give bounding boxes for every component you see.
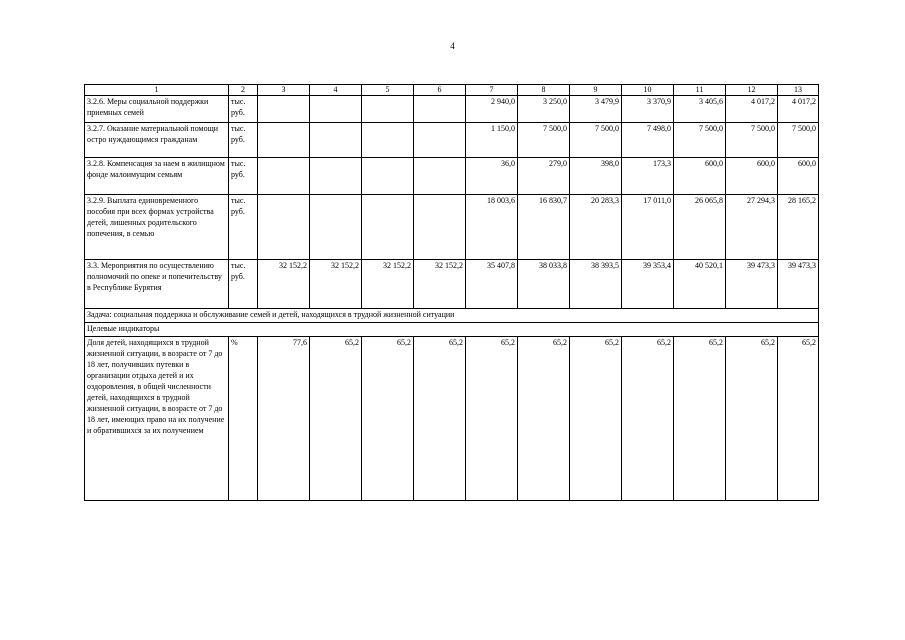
row-value: 32 152,2: [414, 260, 466, 309]
row-value: 2 940,0: [466, 96, 518, 123]
row-value: 28 165,2: [778, 195, 819, 260]
column-header: 3: [258, 85, 310, 96]
row-value: [414, 195, 466, 260]
row-value: 32 152,2: [258, 260, 310, 309]
row-value: [258, 195, 310, 260]
row-value: 32 152,2: [310, 260, 362, 309]
column-header: 1: [85, 85, 229, 96]
indicator-row: [85, 337, 819, 501]
row-value: 600,0: [726, 158, 778, 195]
row-name: 3.2.7. Оказание материальной помощи остро нуждающимся гражданам: [85, 123, 229, 158]
row-unit: тыс. руб.: [229, 123, 258, 158]
indicator-value: 77,6: [258, 337, 310, 501]
row-unit: тыс. руб.: [229, 158, 258, 195]
indicator-value: 65,2: [518, 337, 570, 501]
row-value: 36,0: [466, 158, 518, 195]
page-number: 4: [450, 41, 455, 51]
row-value: [310, 195, 362, 260]
row-value: [258, 123, 310, 158]
table-row: [85, 158, 819, 195]
row-name: 3.3. Мероприятия по осуществлению полномочий по опеке и попечительству в Республике Бурятия: [85, 260, 229, 309]
row-value: 173,3: [622, 158, 674, 195]
task-text: Задача: социальная поддержка и обслуживание семей и детей, находящихся в трудной жизненной ситуации: [85, 309, 819, 323]
task-row: [85, 309, 819, 323]
row-value: [362, 158, 414, 195]
column-header: 12: [726, 85, 778, 96]
row-value: [310, 158, 362, 195]
table-row: [85, 96, 819, 123]
indicator-unit: %: [229, 337, 258, 501]
indicator-value: 65,2: [778, 337, 819, 501]
column-header: 4: [310, 85, 362, 96]
row-value: 16 830,7: [518, 195, 570, 260]
column-header: 9: [570, 85, 622, 96]
row-value: 18 003,6: [466, 195, 518, 260]
indicator-value: 65,2: [414, 337, 466, 501]
row-value: 27 294,3: [726, 195, 778, 260]
table-row: [85, 195, 819, 260]
indicator-name: Доля детей, находящихся в трудной жизненной ситуации, в возрасте от 7 до 18 лет, получивших путевки в организации отдыха детей и их оздоровления, в общей численности детей, находящихся в трудной жизненной ситуации, в возрасте от 7 до 18 лет, имеющих право на их получение и обратившихся за их получением: [85, 337, 229, 501]
column-header: 7: [466, 85, 518, 96]
row-value: 7 500,0: [518, 123, 570, 158]
row-value: 7 498,0: [622, 123, 674, 158]
column-header: 13: [778, 85, 819, 96]
column-header: 6: [414, 85, 466, 96]
row-unit: тыс. руб.: [229, 260, 258, 309]
table-row: [85, 123, 819, 158]
row-value: [414, 123, 466, 158]
row-value: 35 407,8: [466, 260, 518, 309]
row-value: 3 405,6: [674, 96, 726, 123]
row-value: 7 500,0: [778, 123, 819, 158]
row-value: 26 065,8: [674, 195, 726, 260]
indicator-value: 65,2: [622, 337, 674, 501]
row-unit: тыс. руб.: [229, 96, 258, 123]
row-name: 3.2.6. Меры социальной поддержки приемных семей: [85, 96, 229, 123]
row-value: 3 479,9: [570, 96, 622, 123]
row-value: 32 152,2: [362, 260, 414, 309]
header-row: [85, 85, 819, 96]
row-value: 20 283,3: [570, 195, 622, 260]
row-value: 39 473,3: [778, 260, 819, 309]
table-row: [85, 260, 819, 309]
row-value: [310, 96, 362, 123]
row-name: 3.2.9. Выплата единовременного пособия при всех формах устройства детей, лишенных родительского попечения, в семью: [85, 195, 229, 260]
row-value: 7 500,0: [674, 123, 726, 158]
indicator-value: 65,2: [570, 337, 622, 501]
row-value: 600,0: [674, 158, 726, 195]
indicator-value: 65,2: [310, 337, 362, 501]
row-value: 3 250,0: [518, 96, 570, 123]
row-value: 398,0: [570, 158, 622, 195]
indicator-value: 65,2: [726, 337, 778, 501]
indicators-title-row: [85, 323, 819, 337]
row-value: [362, 123, 414, 158]
indicator-value: 65,2: [674, 337, 726, 501]
row-value: 17 011,0: [622, 195, 674, 260]
row-value: 39 353,4: [622, 260, 674, 309]
row-value: 38 033,8: [518, 260, 570, 309]
column-header: 5: [362, 85, 414, 96]
indicator-value: 65,2: [362, 337, 414, 501]
row-value: [310, 123, 362, 158]
column-header: 2: [229, 85, 258, 96]
row-value: 4 017,2: [726, 96, 778, 123]
row-value: 3 370,9: [622, 96, 674, 123]
row-value: 279,0: [518, 158, 570, 195]
row-value: 600,0: [778, 158, 819, 195]
row-value: [258, 158, 310, 195]
row-unit: тыс. руб.: [229, 195, 258, 260]
row-value: 40 520,1: [674, 260, 726, 309]
row-value: [258, 96, 310, 123]
row-value: 38 393,5: [570, 260, 622, 309]
row-value: [414, 158, 466, 195]
column-header: 10: [622, 85, 674, 96]
row-value: [362, 96, 414, 123]
indicators-title: Целевые индикаторы: [85, 323, 819, 337]
column-header: 8: [518, 85, 570, 96]
row-value: 4 017,2: [778, 96, 819, 123]
row-value: 7 500,0: [726, 123, 778, 158]
row-name: 3.2.8. Компенсация за наем в жилищном фонде малоимущим семьям: [85, 158, 229, 195]
row-value: 7 500,0: [570, 123, 622, 158]
row-value: [362, 195, 414, 260]
indicator-value: 65,2: [466, 337, 518, 501]
row-value: [414, 96, 466, 123]
row-value: 39 473,3: [726, 260, 778, 309]
row-value: 1 150,0: [466, 123, 518, 158]
column-header: 11: [674, 85, 726, 96]
data-table: [84, 84, 819, 501]
